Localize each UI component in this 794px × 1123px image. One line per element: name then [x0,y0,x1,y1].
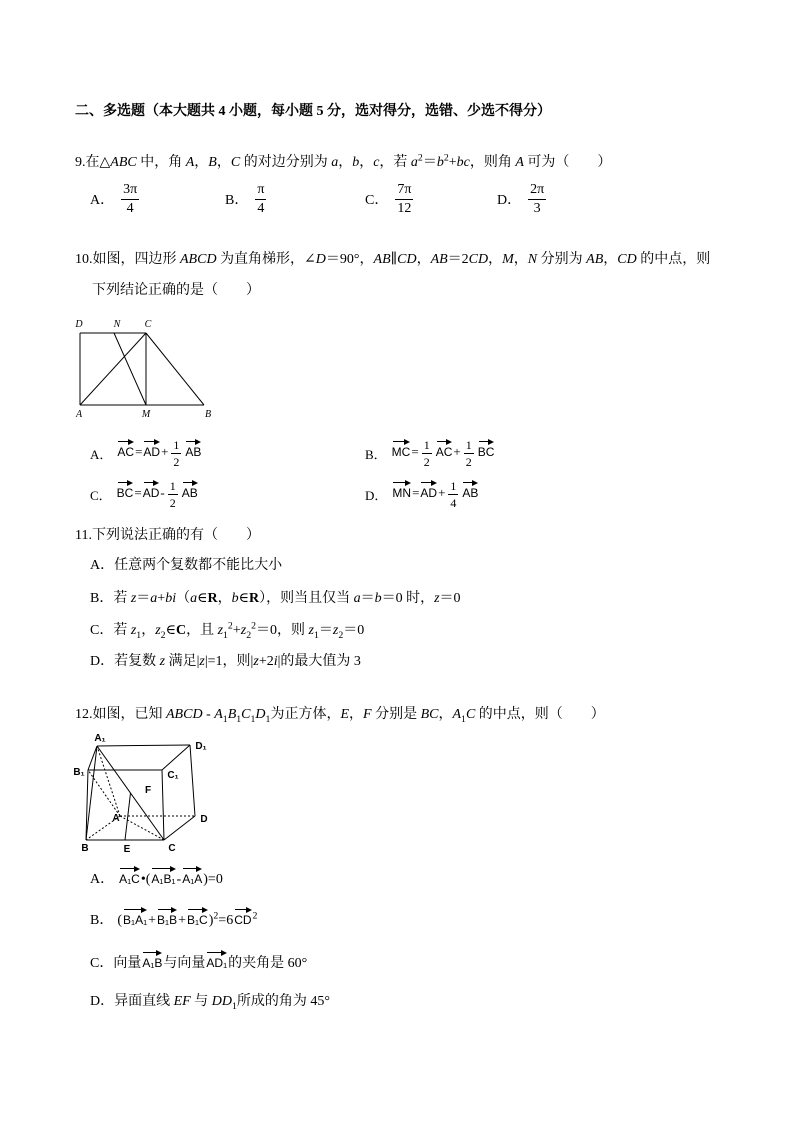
q11-option-b[interactable] [90,589,461,609]
text-run: ∥ [390,252,398,267]
subscript: 1 [136,629,142,641]
text-run: 11.下列说法正确的有（ ） [75,528,260,543]
vector: AC [117,438,134,459]
fraction-denominator: 4 [121,199,139,216]
italic-math: i [273,654,278,669]
text-run: ， [513,252,528,267]
text-run: - [160,485,165,501]
text-run: ∈ [165,623,176,638]
italic-math: ABCD [180,252,217,267]
q9-option-c[interactable] [365,183,416,215]
vertex-label-c: C [144,319,152,330]
fraction-numerator: 1 [169,478,176,493]
option-content [118,872,223,887]
text-run: ＝2 [447,252,469,267]
section-heading: 二、多选题（本大题共 4 小题，每小题 5 分，选对得分，选错、少选不得分） [75,104,551,119]
vector: MC [392,438,411,459]
text-run: 分别为 [537,252,587,267]
fraction-denominator: 4 [255,199,266,216]
superscript: 2 [417,152,423,164]
italic-math: D [315,252,326,267]
q11-option-c[interactable] [90,621,364,641]
text-run: 所成的角为 45° [236,994,330,1009]
italic-math: BC [420,707,439,722]
fraction-numerator: 2π [530,181,545,197]
text-run: ，则角 [469,155,516,170]
italic-math: DD [211,994,232,1009]
text-run: =6 [218,913,234,928]
option-label: D． [365,487,388,503]
segment-ac [80,333,146,405]
hidden-edge-a-a1 [97,746,120,816]
text-run: = [134,485,142,501]
italic-math: bc [456,155,470,170]
italic-math: CD [468,252,489,267]
option-label: A． [90,446,113,462]
vector: A₁C [119,865,140,886]
italic-math: z [332,623,339,638]
edge-c1-c [162,770,164,840]
text-run: 可为（ ） [523,155,612,170]
option-content [118,183,142,216]
option-label: B． [225,193,249,208]
text-run: 的对边分别为 [240,155,332,170]
option-label: A． [90,558,115,573]
fraction-denominator: 2 [173,454,180,469]
text-run: ＝0，则 [256,623,309,638]
text-run: ，且 [186,623,218,638]
text-run: 10.如图，四边形 [75,252,180,267]
text-run: ， [338,155,353,170]
vector: AC [436,438,453,459]
text-run: 中，角 [136,155,186,170]
subscript: 1 [231,1000,237,1012]
italic-math: A [185,155,195,170]
q12-option-c[interactable] [90,949,307,976]
italic-math: CD [397,252,417,267]
vertex-label-d: D [75,319,83,330]
vector: A₁B [142,949,162,970]
text-run: +2 [258,654,274,669]
italic-math: a [190,591,198,606]
fraction-numerator: 7π [397,181,412,197]
fraction-numerator: 1 [465,437,472,452]
vertex-label-a: A [75,409,83,420]
q12-option-b[interactable] [90,906,257,933]
q10-option-c[interactable] [90,479,199,509]
subscript: 2 [246,629,252,641]
italic-math: AB [430,252,448,267]
italic-math: z [159,654,166,669]
fraction-denominator: 12 [395,199,413,216]
fraction-numerator: π [257,181,265,197]
text-run: = [135,444,143,460]
italic-math: D [255,707,266,722]
text-run: ＝0 时， [381,591,435,606]
option-label: D． [497,193,522,208]
italic-math: ABC [110,155,137,170]
option-content [113,620,365,641]
text-run: ( [117,913,123,928]
text-run: ∈ [197,591,208,606]
fraction-numerator: 1 [173,437,180,452]
text-run: + [453,444,461,460]
vector: BC [478,438,495,459]
option-content [525,183,549,216]
option-label: A． [90,193,115,208]
vertex-label-a1: A₁ [94,733,106,744]
option-label: A． [90,872,115,887]
italic-math: C [241,707,251,722]
italic-math: E [340,707,350,722]
italic-math: z [308,623,314,638]
fraction [171,439,181,468]
italic-math: b [374,591,382,606]
text-run: ，若 [379,155,411,170]
text-run: 为直角梯形，∠ [216,252,316,267]
italic-math: AB [373,252,391,267]
italic-math: b [436,155,444,170]
fraction-denominator: 2 [423,454,430,469]
fraction [422,439,432,468]
option-label: D． [90,994,115,1009]
text-run: - [176,872,182,887]
vertex-label-b: B [204,409,212,420]
q10-option-a[interactable] [90,438,202,468]
italic-math: z [199,654,205,669]
q10-option-b[interactable] [365,438,495,468]
option-content [391,438,496,468]
q10-option-d[interactable] [365,479,479,509]
vector: AB [462,479,478,500]
subscript: 1 [265,713,271,725]
q9-option-b[interactable] [225,183,269,215]
text-run: 若复数 [114,654,160,669]
vector: A₁B₁ [151,865,175,886]
text-run: |的最大值为 3 [277,654,361,669]
q12-option-d[interactable] [90,990,330,1014]
italic-math: C [230,155,241,170]
q11-option-d[interactable] [90,652,361,672]
question-9-stem [75,153,611,173]
italic-math: z [130,591,137,606]
italic-math: EF [173,994,191,1009]
text-run: = [411,444,419,460]
italic-math: a [410,155,418,170]
italic-math: A [214,707,223,722]
point-label-f: F [144,785,152,796]
text-run: ， [438,707,453,722]
text-run: ， [359,155,374,170]
vertex-label-b: B [81,843,89,854]
text-run: ， [488,252,503,267]
subscript: 1 [236,713,242,725]
text-run: + [148,913,157,928]
text-run: + [161,444,169,460]
subscript: 1 [250,713,256,725]
italic-math: N [527,252,538,267]
text-run: ， [217,591,232,606]
vertex-label-b1: B₁ [73,767,85,778]
vector: MN [392,479,411,500]
fraction-denominator: 2 [169,495,176,510]
text-run: 满足| [165,654,200,669]
text-run: ， [416,252,431,267]
italic-math: z [434,591,440,606]
italic-math: a [353,591,361,606]
fraction-denominator: 3 [528,199,546,216]
text-run: ， [603,252,618,267]
text-run: （ [176,591,191,606]
text-run: + [157,591,166,606]
option-content [114,558,282,573]
vertex-label-c1: C₁ [167,770,179,781]
text-run: 下列结论正确的是（ ） [92,283,260,298]
italic-math: bi [165,591,177,606]
text-run: 的中点，则 [636,252,711,267]
option-content [392,183,416,216]
q9-option-d[interactable] [497,183,549,215]
subscript: 1 [222,713,228,725]
italic-math: z [130,623,137,638]
italic-math: a [331,155,339,170]
option-content [113,956,307,971]
italic-math: ABCD [166,707,203,722]
vertex-label-n: N [113,319,121,330]
italic-math: b [352,155,360,170]
q11-option-a[interactable] [90,556,282,576]
option-content [252,183,269,216]
option-content [114,994,330,1012]
italic-math: B [227,707,237,722]
option-content [116,479,199,509]
option-label: C． [90,956,114,971]
text-run: 9.在△ [75,155,111,170]
fraction [121,183,139,216]
vector: A₁A [182,865,202,886]
text-run: + [448,155,457,170]
vector: AB [182,479,198,500]
italic-math: A [452,707,462,722]
option-label: D． [90,654,115,669]
text-run: 向量 [113,956,142,971]
vector: AD₁ [206,949,227,970]
option-content [117,910,258,928]
text-run: ， [194,155,209,170]
italic-math: a [150,591,158,606]
fraction [448,480,458,509]
text-run: •( [140,872,151,887]
text-run: ＝0 [343,623,365,638]
fraction [395,183,413,216]
vector: CD [234,906,251,927]
question-10-stem-continued [92,281,260,301]
edge-d1-d [190,745,195,816]
edge-c1-d1 [162,745,190,770]
text-run: ＝ [360,591,375,606]
italic-math: z [253,654,259,669]
superscript: 2 [251,620,256,632]
italic-math: B [208,155,217,170]
vertex-label-c: C [168,843,176,854]
segment-nm [114,333,146,405]
superscript: 2 [227,620,233,632]
subscript: 1 [223,629,228,641]
subscript: 2 [338,629,344,641]
fraction [255,183,266,216]
text-run: + [232,623,241,638]
superscript: 2 [252,910,258,922]
fraction-denominator: 2 [465,454,472,469]
text-run: + [438,485,446,501]
cube-figure [72,730,220,854]
vector: AD [420,479,437,500]
text-run: 的中点，则（ ） [475,707,605,722]
q9-option-a[interactable] [90,183,142,215]
question-10-stem [75,250,710,270]
text-run: 异面直线 [114,994,174,1009]
text-run: ），则当且仅当 [259,591,354,606]
edge-a1-d1 [97,745,190,746]
text-run: + [178,913,186,928]
text-run: ， [216,155,231,170]
text-run: 任意两个复数都不能比大小 [114,558,283,573]
italic-math: c [373,155,380,170]
italic-math: M [502,252,514,267]
fraction [168,480,178,509]
vertex-label-d1: D₁ [195,741,207,752]
vector: AD [143,479,160,500]
fraction-numerator: 1 [450,478,457,493]
italic-math: C [465,707,476,722]
vector: AD [143,438,160,459]
subscript: 1 [313,629,319,641]
text-run: - [202,707,215,722]
option-label: B． [365,446,387,462]
fraction [528,183,546,216]
text-run: = [412,485,420,501]
text-run: ＝ [318,623,333,638]
text-run: ) [208,913,214,928]
text-run: 与 [190,994,212,1009]
point-label-e: E [123,844,131,854]
italic-math: AB [586,252,604,267]
italic-math: z [240,623,247,638]
fraction-denominator: 4 [450,495,457,510]
text-run: 若 [113,591,131,606]
option-label: B． [90,591,114,606]
vector: AB [185,438,201,459]
option-content [116,438,202,468]
vector: B₁B [157,906,177,927]
trapezoid-figure [70,312,220,424]
vertex-label-a: A [112,813,120,824]
text-run: )=0 [203,872,223,887]
option-content [114,654,361,669]
vertex-label-d: D [200,814,208,825]
italic-math: z [155,623,161,638]
fraction-numerator: 1 [423,437,430,452]
superscript: 2 [213,910,219,922]
hidden-segment-a-b1 [88,770,120,816]
fraction-numerator: 3π [123,181,138,197]
option-content [113,591,460,606]
text-run: 分别是 [371,707,421,722]
subscript: 1 [461,713,466,725]
italic-math: CD [617,252,637,267]
text-run: ＝90°， [325,252,374,267]
question-11-stem [75,526,260,546]
option-label: B． [90,913,114,928]
option-label: C． [90,623,114,638]
text-run: 12.如图，已知 [75,707,166,722]
q12-option-a[interactable] [90,865,223,892]
text-run: 的夹角是 60° [228,956,308,971]
text-run: 为正方体， [270,707,341,722]
edge-cb [146,333,204,405]
text-run: ∈ [238,591,249,606]
edge-c-d [164,816,195,840]
option-label: C． [365,193,389,208]
text-run: ＝0 [439,591,461,606]
vector: B₁C [187,906,208,927]
vector: B₁A₁ [123,906,147,927]
text-run: ＝ [422,155,437,170]
italic-math: A [515,155,524,170]
text-run: |=1，则| [204,654,254,669]
question-12-stem [75,705,605,725]
fraction [464,439,474,468]
italic-math: z [217,623,224,638]
superscript: 2 [443,152,449,164]
italic-math: F [363,707,372,722]
option-label: C． [90,487,112,503]
bold-math: R [248,591,260,606]
text-run: 若 [113,623,131,638]
vertex-label-m: M [141,409,151,420]
vector: BC [117,479,134,500]
subscript: 2 [160,629,166,641]
bold-math: C [175,623,187,638]
italic-math: b [231,591,239,606]
bold-math: R [207,591,218,606]
text-run: ， [141,623,156,638]
text-run: 与向量 [163,956,206,971]
text-run: ＝ [136,591,151,606]
option-content [391,479,479,509]
text-run: ， [349,707,364,722]
